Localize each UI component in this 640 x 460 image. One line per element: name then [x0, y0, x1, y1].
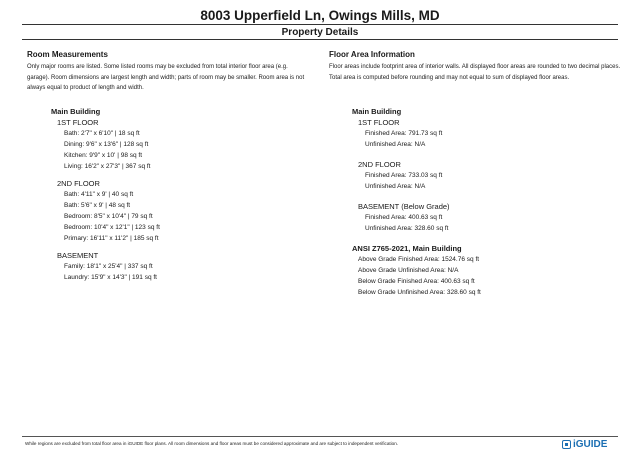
room-item: Living: 16'2" x 27'3" | 367 sq ft: [64, 163, 151, 170]
ansi-item: Above Grade Unfinished Area: N/A: [358, 267, 459, 274]
room-item: Bath: 4'11" x 9' | 40 sq ft: [64, 191, 134, 198]
floor-area-note: Floor areas include footprint area of interior walls. All displayed floor areas are rounded to two decimal places. Total area is computed before rounding and may not equal to sum of displayed floor areas.: [329, 64, 621, 81]
area-item: Finished Area: 400.63 sq ft: [365, 214, 443, 221]
ansi-title: ANSI Z765-2021, Main Building: [352, 244, 462, 253]
area-building-name: Main Building: [352, 107, 402, 116]
room-item: Laundry: 15'9" x 14'3" | 191 sq ft: [64, 274, 157, 281]
room-item: Dining: 9'6" x 13'6" | 128 sq ft: [64, 141, 149, 148]
footer-disclaimer: While regions are excluded from total floor area in iGUIDE floor plans. All room dimensions and floor areas must be considered approximate and are subject to independent verification.: [25, 441, 399, 446]
floor-area-list: [352, 106, 612, 298]
footer-divider: [22, 436, 618, 437]
floor-area-section: [329, 50, 621, 83]
room-measurements-note: Only major rooms are listed. Some listed rooms may be excluded from total interior floor area (e.g. garage). Room dimensions are largest length and width; parts of room may be smaller. Room area is not always equal to product of length and width.: [27, 64, 305, 91]
room-floor-name: 1ST FLOOR: [57, 118, 99, 127]
page-title: 8003 Upperfield Ln, Owings Mills, MD: [200, 8, 440, 23]
room-item: Bath: 5'6" x 9' | 48 sq ft: [64, 202, 131, 209]
title-divider-top: [22, 24, 618, 25]
room-list: [51, 106, 301, 283]
room-floor-name: BASEMENT: [57, 251, 99, 260]
area-item: Finished Area: 791.73 sq ft: [365, 130, 443, 137]
room-item: Kitchen: 9'9" x 10' | 98 sq ft: [64, 152, 143, 159]
ansi-item: Below Grade Finished Area: 400.63 sq ft: [358, 278, 475, 285]
area-item: Finished Area: 733.03 sq ft: [365, 172, 443, 179]
floor-area-title: Floor Area Information: [329, 50, 415, 59]
room-measurements-section: [27, 50, 309, 94]
title-divider-bottom: [22, 39, 618, 40]
iguide-logo: [562, 439, 607, 450]
room-measurements-title: Room Measurements: [27, 50, 108, 59]
ansi-item: Above Grade Finished Area: 1524.76 sq ft: [358, 256, 480, 263]
room-item: Primary: 16'11" x 11'2" | 185 sq ft: [64, 235, 159, 242]
area-floor-name: 1ST FLOOR: [358, 118, 400, 127]
room-item: Bedroom: 10'4" x 12'1" | 123 sq ft: [64, 224, 160, 231]
iguide-logo-icon: [562, 440, 571, 449]
area-item: Unfinished Area: 328.60 sq ft: [365, 225, 449, 232]
area-item: Unfinished Area: N/A: [365, 141, 426, 148]
room-building-name: Main Building: [51, 107, 101, 116]
room-floor-name: 2ND FLOOR: [57, 179, 100, 188]
iguide-logo-text: iGUIDE: [573, 439, 608, 450]
room-item: Family: 18'1" x 25'4" | 337 sq ft: [64, 263, 153, 270]
area-floor-name: 2ND FLOOR: [358, 160, 401, 169]
room-item: Bedroom: 8'5" x 10'4" | 79 sq ft: [64, 213, 153, 220]
page-subtitle: Property Details: [281, 27, 359, 38]
room-item: Bath: 2'7" x 6'10" | 18 sq ft: [64, 130, 140, 137]
ansi-item: Below Grade Unfinished Area: 328.60 sq ft: [358, 289, 481, 296]
area-floor-name: BASEMENT (Below Grade): [358, 202, 450, 211]
area-item: Unfinished Area: N/A: [365, 183, 426, 190]
